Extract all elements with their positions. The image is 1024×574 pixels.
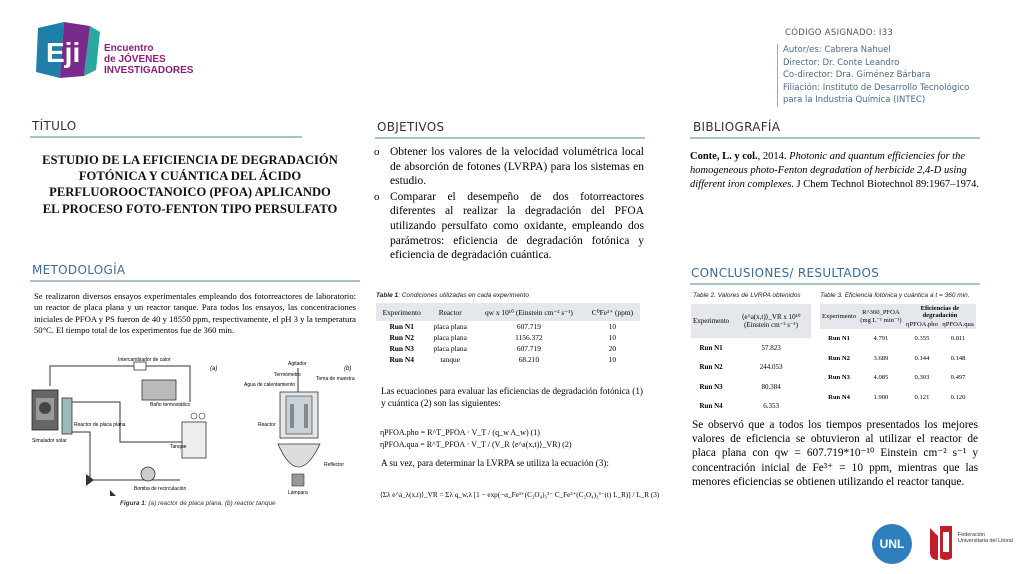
section-heading-conclusiones: CONCLUSIONES/ RESULTADOS	[691, 266, 880, 280]
table-header: ηPFOA.pho	[904, 320, 940, 329]
table-group-header: Eficiencias de degradación	[904, 304, 976, 320]
label-termometro: Termómetro	[274, 372, 301, 378]
label-bano: Baño termostático	[150, 402, 191, 408]
federation-logo	[924, 522, 958, 564]
table-header: Reactor	[427, 303, 473, 321]
table-header: R^360_PFOA (mg L⁻¹ min⁻¹)	[858, 304, 904, 329]
authors-block	[777, 44, 1007, 107]
equation-3: ⟨Σλ e^a_λ(x,t)⟩_VR = Σλ q_w,λ [1 − exp(−α_Fe³⁺(C₂O₄)₃³⁻ C_Fe³⁺(C₂O₄)₃³⁻(t) L_R)] / L_R (3)	[380, 491, 660, 499]
lvrpa-table	[691, 304, 811, 416]
label-a: (a)	[210, 366, 218, 372]
label-reactor-placa: Reactor de placa plana	[74, 422, 126, 428]
reactor-diagram	[30, 357, 360, 498]
table-header: Experimento	[691, 304, 731, 338]
divider	[30, 280, 360, 282]
divider	[690, 137, 980, 139]
table-header: ⟨e^a(x,t)⟩_VR x 10¹⁰ (Einstein cm⁻² s⁻¹)	[731, 304, 811, 338]
efficiency-table	[820, 304, 976, 407]
table-row: Run N1 57.823	[699, 343, 781, 352]
federation-text: Federación Universitaria del Litoral	[958, 532, 1013, 545]
svg-text:Eji: Eji	[46, 37, 81, 68]
table-row: Run N1 4.791 0.355 0.811	[828, 335, 966, 343]
eji-logo	[34, 18, 102, 84]
conclusions-text: Se observó que a todos los tiempos presentados los mejores valores de eficiencia se obtuvieron al utilizar el reactor de placa plana con qw = 607.719*10⁻¹⁰ Einstein cm⁻² s⁻¹ y concentración inicial de Fe³⁺ = 10 ppm, mientras que las menores eficiencias se obtienen utilizando el reactor tanque.	[692, 419, 978, 488]
divider	[375, 137, 645, 139]
conditions-table	[376, 303, 640, 365]
table2-caption: Table 2. Valores de LVRPA obtenidos	[693, 292, 801, 299]
section-heading-titulo: TÍTULO	[32, 119, 77, 133]
equation-2: ηPFOA.qua = R^T_PFOA · V_T / (V_R ⟨e^a(x,t)⟩_VR) (2)	[380, 440, 572, 449]
table1-caption: Table 1: Condiciones utilizadas en cada experimento	[376, 292, 529, 299]
director-line: Director: Dr. Conte Leandro	[783, 57, 900, 68]
unl-logo: UNL	[872, 524, 912, 564]
label-intercambiador: Intercambiador de calor	[118, 357, 171, 363]
label-bomba: Bomba de recirculación	[134, 486, 187, 492]
table-row: Run N4 1.900 0.121 0.120	[828, 393, 966, 401]
equation-1: ηPFOA.pho = R^T_PFOA · V_T / (q_w A_w) (1)	[380, 428, 540, 437]
affiliation-line-2: para la Industria Química (INTEC)	[783, 95, 926, 106]
label-b: (b)	[344, 366, 352, 372]
label-reflector: Reflector	[324, 462, 345, 468]
divider	[690, 283, 980, 285]
poster-title: ESTUDIO DE LA EFICIENCIA DE DEGRADACIÓN FOTÓNICA Y CUÁNTICA DEL ÁCIDO PERFLUOROOCTANOICO (PFOA) APLICANDO EL PROCESO FOTO-FENTON TIPO PERSULFATO	[42, 153, 338, 216]
table-header: qw x 10¹⁰ (Einstein cm⁻² s⁻¹)	[473, 303, 585, 321]
table-row: Run N4 6.353	[699, 402, 779, 411]
table-row: Run N3 80.384	[699, 382, 781, 391]
table-row: Run N2 placa plana 1156.372 10	[389, 333, 617, 342]
section-heading-metodologia: METODOLOGÍA	[32, 263, 126, 277]
codirector-line: Co-director: Dra. Giménez Bárbara	[783, 70, 931, 81]
label-agitador: Agitador	[288, 361, 307, 367]
affiliation-line: Filiación: Instituto de Desarrollo Tecnológico	[783, 82, 970, 93]
objective-item: o Obtener los valores de la velocidad volumétrica local de absorción de fotones (LVRPA) para los sistemas en estudio.	[372, 145, 644, 189]
table-header: Experimento	[820, 304, 858, 329]
label-toma: Toma de muestra	[316, 376, 355, 382]
objective-item: o Comparar el desempeño de dos fotorreactores diferentes al realizar la degradación del PFOA utilizando persulfato como oxidante, empleando dos parámetros: eficiencia de degradación fotónica y eficiencia de degradación cuántica.	[372, 190, 644, 263]
section-heading-objetivos: OBJETIVOS	[377, 120, 445, 134]
logo-text: Encuentro de JÓVENES INVESTIGADORES	[104, 43, 194, 76]
author-line: Autor/es: Cabrera Nahuel	[783, 45, 891, 55]
table-row: Run N1 placa plana 607.719 10	[389, 322, 617, 331]
methodology-text: Se realizaron diversos ensayos experimentales empleando dos fotorreactores de laboratorio: un reactor de placa plana y un reactor tanque. Para todos los ensayos, las concentraciones iniciales de PFOA y PS fueron de 40 y 18550 ppm, respectivamente, el pH 3 y la temperatura 50°C. El tiempo total de los experimentos fue de 360 min.	[34, 291, 356, 335]
table-row: Run N2 244.053	[699, 363, 783, 372]
table-row: Run N4 tanque 68.210 10	[389, 355, 617, 364]
table-row: Run N3 4.085 0.303 0.497	[828, 374, 966, 382]
label-lampara: Lámpara	[288, 490, 308, 496]
bibliography-entry: Conte, L. y col., 2014. Photonic and quantum efficiencies for the homogeneous photo-Fenton degradation of herbicide 2,4-D using different iron complexes. J Chem Technol Biotechnol 89:1967–1974.	[690, 151, 980, 190]
figure-caption: Figura 1: (a) reactor de placa plana, (b) reactor tanque	[120, 500, 276, 507]
table-row: Run N3 placa plana 607.719 20	[389, 344, 617, 353]
label-agua: Agua de calentamiento	[244, 382, 296, 388]
label-reactor: Reactor	[258, 422, 276, 428]
section-heading-bibliografia: BIBLIOGRAFÍA	[693, 120, 781, 134]
equations-intro-2: A su vez, para determinar la LVRPA se utiliza la ecuación (3):	[381, 458, 609, 468]
table3-caption: Table 3. Eficiencia fotónica y cuántica a t = 360 min.	[820, 292, 970, 299]
label-tanque: Tanque	[170, 444, 187, 450]
divider	[30, 136, 302, 138]
objectives-list	[372, 145, 644, 264]
equations-intro: Las ecuaciones para evaluar las eficiencias de degradación fotónica (1) y cuántica (2) son las siguientes:	[381, 386, 643, 408]
table-header: Experimento	[376, 303, 427, 321]
table-header: ηPFOA.qua	[940, 320, 976, 329]
table-row: Run N2 3.689 0.144 0.148	[828, 354, 966, 362]
table-header: C⁰Fe³⁺ (ppm)	[585, 303, 640, 321]
label-simulador: Simulador solar	[32, 438, 67, 444]
assigned-code: CÓDIGO ASIGNADO: I33	[785, 28, 894, 38]
